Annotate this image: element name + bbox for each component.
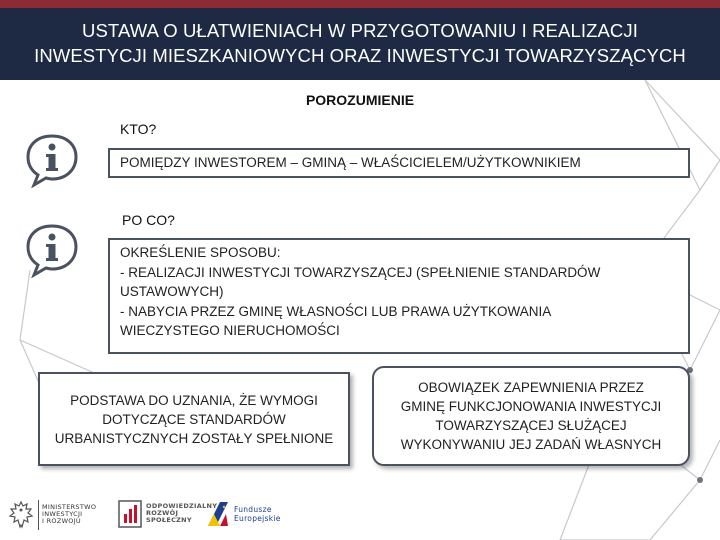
eu-funds-logo-icon (206, 500, 230, 528)
who-answer-box (108, 148, 690, 178)
obligation-line: WYKONYWANIU JEJ ZADAŃ WŁASNYCH (400, 437, 662, 452)
eagle-emblem-icon (8, 500, 34, 530)
question-why-label: PO CO? (122, 212, 175, 228)
obligation-line: GMINĘ FUNKCJONOWANIA INWESTYCJI (400, 399, 662, 414)
why-answer-line: - REALIZACJI INWESTYCJI TOWARZYSZĄCEJ (SPEŁNIENIE STANDARDÓW (120, 264, 601, 280)
who-answer-text: POMIĘDZY INWESTOREM – GMINĄ – WŁAŚCICIELEM/UŻYTKOWNIKIEM (120, 155, 581, 170)
eu-funds-logo-text: Fundusze Europejskie (234, 505, 281, 523)
urban-standards-line: URBANISTYCZNYCH ZOSTAŁY SPEŁNIONE (54, 430, 334, 446)
top-accent-strip (0, 0, 720, 8)
municipality-obligation-box (372, 366, 690, 466)
why-answer-box (108, 238, 690, 354)
program-logo-text: ODPOWIEDZIALNY ROZWÓJ SPOŁECZNY (146, 502, 218, 524)
urban-standards-line: PODSTAWA DO UZNANIA, ŻE WYMOGI (70, 392, 318, 408)
question-who-label: KTO? (120, 121, 157, 137)
why-answer-line: OKREŚLENIE SPOSOBU: (120, 245, 281, 260)
urban-standards-line: DOTYCZĄCE STANDARDÓW (102, 411, 286, 427)
obligation-line: OBOWIĄZEK ZAPEWNIENIA PRZEZ (418, 380, 644, 395)
info-speech-bubble-icon (22, 132, 82, 188)
info-speech-bubble-icon (22, 222, 82, 278)
obligation-line: TOWARZYSZĄCEJ SŁUŻĄCEJ (435, 418, 627, 433)
slide-title-bar (0, 8, 720, 80)
section-title: POROZUMIENIE (305, 92, 415, 108)
slide-title-line-2: INWESTYCJI MIESZKANIOWYCH ORAZ INWESTYCJI TOWARZYSZĄCYCH (34, 45, 686, 66)
why-answer-line: USTAWOWYCH) (120, 284, 224, 299)
ministry-logo-text: MINISTERSTWO INWESTYCJI I ROZWOJU (42, 503, 97, 525)
slide-title-line-1: USTAWA O UŁATWIENIACH W PRZYGOTOWANIU I REALIZACJI (82, 20, 638, 41)
footer-logos (0, 492, 720, 540)
why-answer-line: WIECZYSTEGO NIERUCHOMOŚCI (120, 323, 340, 338)
urban-standards-box (38, 372, 350, 466)
logo-separator (38, 500, 39, 530)
program-logo-icon (118, 500, 142, 528)
why-answer-line: - NABYCIA PRZEZ GMINĘ WŁASNOŚCI LUB PRAWA UŻYTKOWANIA (120, 303, 552, 319)
